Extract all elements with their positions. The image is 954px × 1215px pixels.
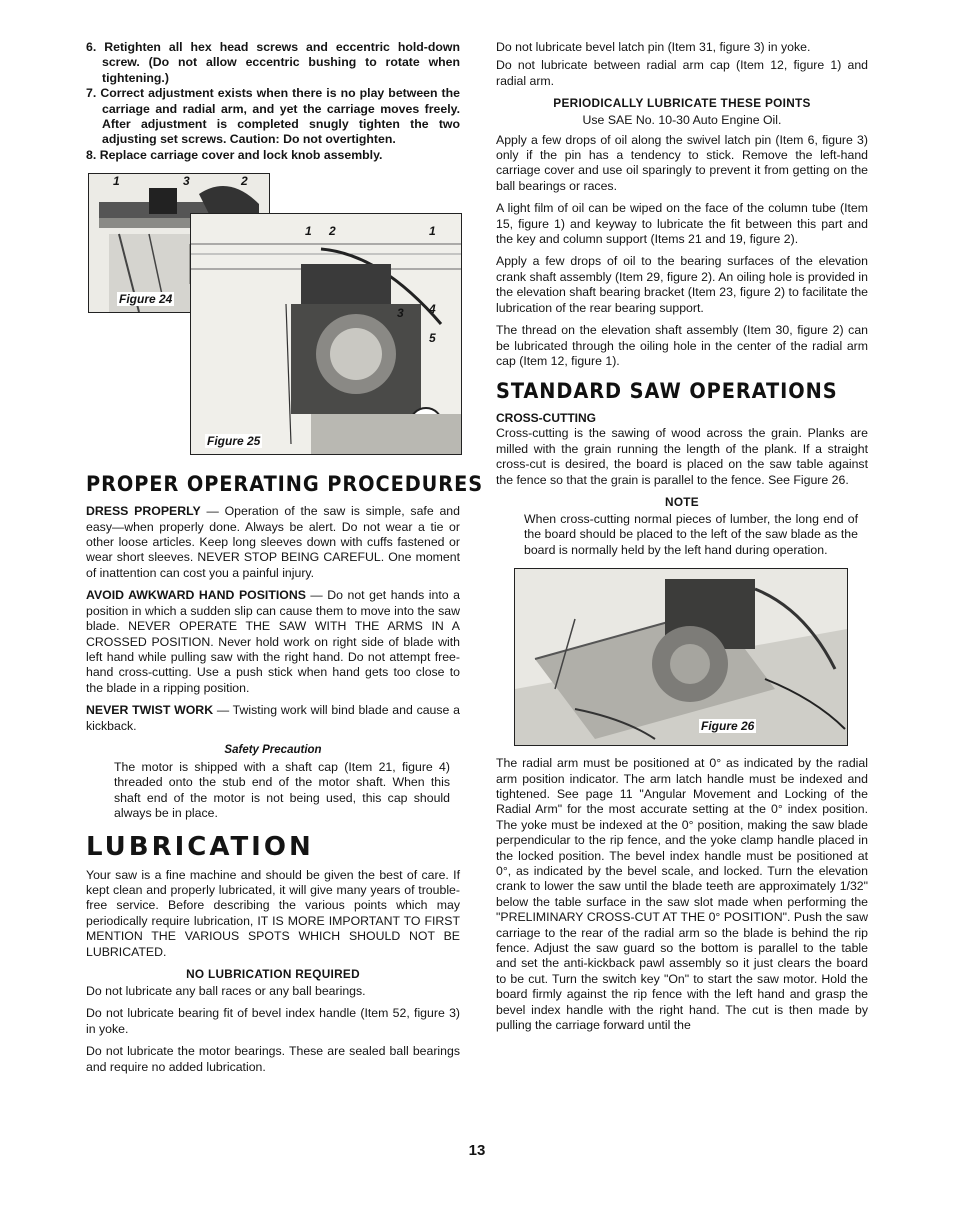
figure-26-illustration — [515, 569, 847, 745]
figure-25-label: Figure 25 — [207, 434, 261, 449]
no-lub-item: Do not lubricate the motor bearings. These are sealed ball bearings and require no added lubrication. — [86, 1044, 460, 1074]
dress-paragraph: DRESS PROPERLY — Operation of the saw is simple, safe and easy—when properly done. Always be alert. Do not wear a tie or other loose articles. Keep long sleeves down with cuffs fastened or wear short sleeves. NEVER STOP BEING CAREFUL. One moment of inattention can cost you a painful injury. — [86, 504, 460, 580]
list-item: 6. Retighten all hex head screws and eccentric hold-down screw. (Do not allow eccentric bushing to rotate when tightening.) — [86, 40, 460, 85]
no-lub-item: Do not lubricate any ball races or any ball bearings. — [86, 984, 366, 998]
no-lub-item: Do not lubricate between radial arm cap (Item 12, figure 1) and radial arm. — [496, 58, 868, 88]
page-number: 13 — [468, 1142, 486, 1159]
periodic-item: A light film of oil can be wiped on the face of the column tube (Item 15, figure 1) and keyway to lubricate the fit between this part and the key and column support (Items 21 and 19, figure 2). — [496, 201, 868, 247]
list-item: 7. Correct adjustment exists when there is no play between the carriage and radial arm, and yet the carriage moves freely. After adjustment is completed snugly tighten the two adjusting set screws. Caution: Do not overtighten. — [86, 86, 461, 147]
figure-24-callout-2: 2 — [241, 174, 248, 189]
figure-25-illustration — [191, 214, 461, 454]
figure-25-callout-2: 2 — [329, 224, 336, 239]
cross-cutting-paragraph: Cross-cutting is the sawing of wood across the grain. Planks are milled with the grain running the length of the plank. If a straight cross-cut is desired, the board is placed on the saw table against the fence so that the grain is parallel to the fence. See Figure 26. — [496, 426, 868, 487]
list-item: 8. Replace carriage cover and lock knob assembly. — [86, 147, 383, 162]
figure-25-callout-4: 4 — [429, 302, 436, 317]
cross-cutting-heading: CROSS-CUTTING — [496, 411, 596, 426]
avoid-paragraph: AVOID AWKWARD HAND POSITIONS — Do not get hands into a position in which a sudden slip can cause them to move into the saw blade. NEVER OPERATE THE SAW WITH THE ARMS IN A CROSSED POSITION. Never hold work on right side of blade with left hand while pulling saw with the right hand. Do not attempt free-hand cross-cutting. Use a push stick when hand gets too close to the blade in a ripping position. — [86, 588, 460, 695]
figure-25 — [190, 213, 462, 455]
safety-heading: Safety Precaution — [224, 743, 322, 756]
lubrication-heading: LUBRICATION — [86, 831, 314, 862]
figure-24-callout-1: 1 — [113, 174, 120, 189]
proper-operating-heading: PROPER OPERATING PROCEDURES — [86, 472, 484, 497]
periodic-item: Apply a few drops of oil along the swivel latch pin (Item 6, figure 3) only if the pin has a tendency to stick. Remove the left-hand carriage cover and use oil sparingly to prevent it from getting on the ball bearings or races. — [496, 132, 868, 193]
standard-saw-heading: STANDARD SAW OPERATIONS — [496, 379, 838, 404]
periodic-heading: PERIODICALLY LUBRICATE THESE POINTS — [553, 96, 811, 111]
figure-25-callout-1: 1 — [305, 224, 312, 239]
figure-26-label: Figure 26 — [701, 719, 755, 734]
figure-25-callout-5: 5 — [429, 331, 436, 346]
figures-24-25 — [86, 173, 460, 470]
note-paragraph: When cross-cutting normal pieces of lumber, the long end of the board should be placed to the left of the saw blade as the board is normally held by the left hand during operation. — [524, 511, 858, 557]
no-lub-item: Do not lubricate bearing fit of bevel index handle (Item 52, figure 3) in yoke. — [86, 1006, 460, 1036]
standard-body-paragraph: The radial arm must be positioned at 0° as indicated by the radial arm position indicator. The arm latch handle must be indexed and tightened. See page 11 "Angular Movement and Locking of the Radial Arm" for the most accurate setting at the 0° index position. The yoke must be indexed at the 0° position, making the saw blade perpendicular to the rip fence, and the yoke clamp handle placed in the locked position. The bevel index handle must be positioned at 0°, as indicated by the bevel scale, and locked. Turn the elevation crank to lower the saw until the blade teeth are approximately 1/32" below the table surface in the saw slot made when performing the "PRELIMINARY CROSS-CUT AT THE 0° POSITION". Push the saw carriage to the rear of the radial arm so the blade is behind the rip fence. Adjust the saw guard so the bottom is parallel to the table and set the anti-kickback pawl assembly so it just clears the board to be cut. Turn the switch key "On" to start the saw motor. Hold the board firmly against the rip fence with the left hand and grasp the bevel index handle with the right hand. The cut is then made by pulling the carriage forward until the — [496, 756, 868, 1033]
periodic-item: The thread on the elevation shaft assembly (Item 30, figure 2) can be lubricated through the oiling hole in the center of the radial arm cap (Item 12, figure 1). — [496, 323, 868, 368]
periodic-sub: Use SAE No. 10-30 Auto Engine Oil. — [582, 113, 782, 128]
no-lub-item: Do not lubricate bevel latch pin (Item 31, figure 3) in yoke. — [496, 40, 811, 54]
figure-24-label: Figure 24 — [119, 292, 173, 307]
figure-25-callout-1b: 1 — [429, 224, 436, 239]
lubrication-intro: Your saw is a fine machine and should be given the best of care. If kept clean and properly lubricated, it will give many years of trouble-free service. Before describing the various points which may periodically require lubrication, IT IS MORE IMPORTANT TO FIRST MENTION THE VARIOUS SPOTS WHICH SHOULD NOT BE LUBRICATED. — [86, 867, 460, 959]
safety-paragraph: The motor is shipped with a shaft cap (Item 21, figure 4) threaded onto the stub end of the motor shaft. When this shaft end of the motor is not being used, this cap should always be in place. — [114, 759, 450, 821]
periodic-item: Apply a few drops of oil to the bearing surfaces of the elevation crank shaft assembly (Item 29, figure 2). An oiling hole is provided in the elevation shaft bearing bracket (Item 23, figure 2) to facilitate the lubrication of the rear bearing support. — [496, 254, 868, 315]
no-lubrication-heading: NO LUBRICATION REQUIRED — [186, 967, 360, 981]
twist-paragraph: NEVER TWIST WORK — Twisting work will bind blade and cause a kickback. — [86, 703, 460, 733]
figure-26 — [514, 568, 848, 746]
note-heading: NOTE — [665, 494, 699, 509]
right-column — [496, 40, 868, 1040]
left-column — [86, 40, 484, 1082]
figure-24-callout-3: 3 — [183, 174, 190, 189]
steps-list — [86, 40, 460, 163]
figure-25-callout-3: 3 — [397, 306, 404, 321]
